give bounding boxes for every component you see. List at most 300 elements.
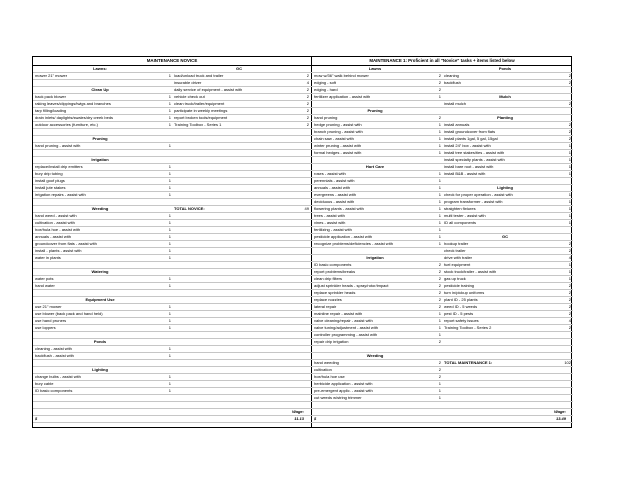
task-label: install jute stakes	[35, 185, 66, 190]
points-value: 2	[438, 304, 441, 309]
table-row	[311, 94, 573, 101]
task-label: branch pruning - assist with	[314, 129, 363, 134]
task-label: report broken tools/equipment	[174, 115, 228, 120]
points-value: 1	[168, 220, 171, 225]
task-label: Training Toolbox - Series 2	[444, 325, 492, 330]
task-label: fuel equipment	[444, 262, 471, 267]
points-value: 1	[568, 206, 571, 211]
section-header: Pruning	[367, 108, 383, 113]
table-row	[311, 276, 573, 283]
table-row	[311, 185, 573, 192]
task-label: insurable driver	[174, 80, 202, 85]
table-row	[311, 206, 573, 213]
table-row	[33, 80, 311, 87]
task-label: clean drip filters	[314, 276, 343, 281]
points-value: 1	[168, 143, 171, 148]
total-value: 49	[304, 206, 309, 211]
table-row	[33, 108, 311, 115]
table-row	[311, 248, 573, 255]
task-label: clean truck/trailer/equipment	[174, 101, 225, 106]
total-label: TOTAL MAINTENANCE 1:	[444, 360, 493, 365]
points-value: 1	[168, 185, 171, 190]
points-value: 2	[438, 80, 441, 85]
section-header: Pruning	[92, 136, 108, 141]
points-value: 1	[168, 101, 171, 106]
table-row	[33, 388, 311, 395]
points-value: 1	[168, 164, 171, 169]
section-header: GC	[236, 66, 242, 71]
table-row	[311, 346, 573, 353]
points-value: 1	[438, 150, 441, 155]
task-label: annuals - assist with	[35, 234, 72, 239]
points-value: 1	[438, 318, 441, 323]
task-label: hand weed - assist with	[35, 213, 77, 218]
table-row	[33, 94, 311, 101]
table-row	[311, 388, 573, 395]
points-value: 1	[168, 234, 171, 239]
sheet-header-row	[33, 57, 571, 66]
task-label: trees - assist with	[314, 213, 345, 218]
task-label: stock truck/trailer - assist with	[444, 269, 497, 274]
table-row	[33, 353, 311, 360]
task-label: daily service of equipment - assist with	[174, 87, 243, 92]
table-row	[311, 157, 573, 164]
task-label: water in plants	[35, 255, 61, 260]
task-label: plant ID - 25 plants	[444, 297, 478, 302]
points-value: 1	[438, 129, 441, 134]
table-row	[33, 248, 311, 255]
table-row	[33, 150, 311, 157]
task-label: water pots	[35, 276, 54, 281]
points-value: 1	[438, 94, 441, 99]
section-header: Mulch	[499, 94, 511, 99]
table-row	[33, 381, 311, 388]
section-header: Ponds	[498, 66, 512, 71]
table-row	[311, 311, 573, 318]
table-row	[311, 143, 573, 150]
table-row	[33, 206, 311, 213]
task-label: use hand pruners	[35, 318, 67, 323]
wage-label: Wage:	[292, 409, 304, 414]
points-value: 2	[306, 101, 309, 106]
points-value: 1	[568, 143, 571, 148]
task-label: Training Toolbox - Series 1	[174, 122, 222, 127]
task-label: use loppers	[35, 325, 56, 330]
task-label: ID all components	[444, 220, 477, 225]
section-header: GC	[502, 234, 508, 239]
section-header: Lawns	[368, 66, 382, 71]
table-row	[311, 178, 573, 185]
table-row	[311, 416, 573, 423]
points-value: 2	[568, 241, 571, 246]
task-label: formal hedges - assist with	[314, 150, 362, 155]
table-row	[311, 66, 573, 73]
table-row	[33, 283, 311, 290]
table-row	[33, 192, 311, 199]
table-row	[33, 213, 311, 220]
points-value: 2	[438, 360, 441, 365]
section-header: Lighting	[92, 367, 108, 372]
task-label: cut weeds w/string trimmer	[314, 395, 362, 400]
table-row	[311, 360, 573, 367]
points-value: 1	[438, 311, 441, 316]
table-row	[33, 171, 311, 178]
task-label: install annuals	[444, 122, 470, 127]
table-row	[33, 136, 311, 143]
points-value: 1	[438, 178, 441, 183]
table-row	[33, 409, 311, 416]
points-value: 1	[438, 122, 441, 127]
task-label: groundcover from flats - assist with	[35, 241, 97, 246]
task-label: cleaning	[444, 73, 459, 78]
task-label: adjust sprinkler heads - spray/rotor/impact	[314, 283, 389, 288]
section-header: Lawns:	[93, 66, 107, 71]
task-label: annuals - assist with	[314, 185, 351, 190]
points-value: 2	[306, 115, 309, 120]
table-row	[33, 73, 311, 80]
task-label: hand pruning - assist with	[35, 143, 81, 148]
points-value: 1	[168, 241, 171, 246]
table-row	[33, 241, 311, 248]
task-label: hedge pruning - assist with	[314, 122, 362, 127]
points-value: 2	[438, 87, 441, 92]
task-label: drive with trailer	[444, 255, 473, 260]
points-value: 1	[168, 213, 171, 218]
table-row	[311, 339, 573, 346]
left-section-title: MAINTENANCE NOVICE	[146, 58, 198, 63]
table-row	[33, 339, 311, 346]
task-label: load/unload truck and trailer	[174, 73, 224, 78]
task-label: hand weeding	[314, 360, 339, 365]
table-row	[33, 318, 311, 325]
table-row	[33, 332, 311, 339]
points-value: 2	[568, 290, 571, 295]
table-row	[311, 381, 573, 388]
task-label: ID basic components	[35, 388, 73, 393]
task-label: hand pruning	[314, 115, 338, 120]
table-row	[311, 241, 573, 248]
points-value: 2	[568, 136, 571, 141]
table-row	[33, 157, 311, 164]
task-label: ID basic components	[314, 262, 352, 267]
task-label: mow w/36" walk behind mower	[314, 73, 369, 78]
table-row	[311, 304, 573, 311]
table-row	[33, 304, 311, 311]
task-label: cultivation - assist with	[35, 220, 75, 225]
points-value: 1	[438, 206, 441, 211]
section-header: Irrigation	[91, 157, 109, 162]
task-label: backflush	[444, 80, 461, 85]
points-value: 1	[568, 213, 571, 218]
points-value: 1	[168, 227, 171, 232]
points-value: 4	[568, 318, 571, 323]
task-label: flowering plants - assist with	[314, 206, 364, 211]
task-label: winter pruning - assist with	[314, 143, 362, 148]
points-value: 1	[168, 255, 171, 260]
task-label: deciduous - assist with	[314, 199, 355, 204]
table-row	[33, 367, 311, 374]
task-label: mower 21" mower	[35, 73, 68, 78]
section-header: Equipment Use	[85, 297, 115, 302]
task-label: install bare root - assist with	[444, 164, 494, 169]
table-row	[33, 395, 311, 402]
table-row	[311, 255, 573, 262]
task-label: use 21" mower	[35, 304, 62, 309]
table-row	[311, 269, 573, 276]
points-value: 1	[438, 185, 441, 190]
task-label: repair drip irrigation	[314, 339, 349, 344]
table-row	[33, 185, 311, 192]
task-label: replace sprinkler heads	[314, 290, 356, 295]
task-label: install - plants - assist with	[35, 248, 82, 253]
section-header: Planting	[497, 115, 513, 120]
task-label: program transformer - assist with	[444, 199, 503, 204]
wage-value: 13.49	[555, 416, 566, 421]
points-value: 2	[438, 115, 441, 120]
section-header: Ponds	[93, 339, 107, 344]
wage-label: Wage:	[554, 409, 566, 414]
task-label: hookup trailer	[444, 241, 469, 246]
task-label: participate in weekly meetings	[174, 108, 228, 113]
table-row	[33, 297, 311, 304]
table-row	[311, 115, 573, 122]
points-value: 1	[438, 220, 441, 225]
table-row	[33, 290, 311, 297]
table-row	[311, 87, 573, 94]
task-label: install groundcover from flats	[444, 129, 496, 134]
points-value: 1	[438, 171, 441, 176]
points-value: 2	[568, 248, 571, 253]
table-row	[311, 290, 573, 297]
table-row	[311, 409, 573, 416]
points-value: 1	[168, 276, 171, 281]
table-row	[311, 213, 573, 220]
points-value: 2	[306, 122, 309, 127]
task-label: mainline repair - assist with	[314, 311, 363, 316]
task-label: bury drip tubing	[35, 171, 63, 176]
points-value: 1	[568, 157, 571, 162]
spreadsheet	[32, 56, 572, 428]
section-header: Weeding	[91, 206, 109, 211]
table-row	[33, 143, 311, 150]
task-label: install goof plugs	[35, 178, 65, 183]
task-label: check for proper operation - assist with	[444, 192, 513, 197]
table-row	[311, 164, 573, 171]
points-value: 2	[306, 87, 309, 92]
table-row	[311, 122, 573, 129]
task-label: tarp filling/loading	[35, 108, 67, 113]
task-label: hand water	[35, 283, 55, 288]
task-label: hoe/hula hoe - assist with	[35, 227, 81, 232]
points-value: 2	[438, 73, 441, 78]
points-value: 1	[438, 234, 441, 239]
points-value: 1	[438, 136, 441, 141]
task-label: report problems/breaks	[314, 269, 356, 274]
task-label: multi tester - assist with	[444, 213, 486, 218]
points-value: 1	[168, 192, 171, 197]
table-row	[311, 101, 573, 108]
table-row	[311, 395, 573, 402]
task-label: valve tuning/adjustment - assist with	[314, 325, 379, 330]
points-value: 1	[168, 311, 171, 316]
table-row	[311, 73, 573, 80]
task-label: install B&B - assist with	[444, 171, 486, 176]
task-label: replace nozzles	[314, 297, 342, 302]
task-label: replace/install drip emitters	[35, 164, 83, 169]
points-value: 1	[168, 381, 171, 386]
table-row	[311, 318, 573, 325]
points-value: 2	[438, 262, 441, 267]
table-row	[33, 416, 311, 423]
task-label: install mulch	[444, 101, 467, 106]
task-label: pest ID - 5 pests	[444, 311, 474, 316]
task-label: $	[35, 416, 38, 421]
points-value: 1	[438, 388, 441, 393]
points-value: 1	[568, 199, 571, 204]
table-row	[33, 122, 311, 129]
task-label: install tree stakes/ties - assist with	[444, 150, 505, 155]
points-value: 1	[568, 220, 571, 225]
points-value: 2	[438, 276, 441, 281]
task-label: $	[314, 416, 317, 421]
table-row	[311, 227, 573, 234]
task-label: install plants 1gal, 5 gal, 15gal	[444, 136, 498, 141]
points-value: 1	[168, 115, 171, 120]
table-row	[33, 360, 311, 367]
table-row	[33, 325, 311, 332]
section-header: Watering	[91, 269, 109, 274]
task-label: gas up truck	[444, 276, 466, 281]
table-row	[311, 136, 573, 143]
table-row	[33, 234, 311, 241]
points-value: 1	[438, 227, 441, 232]
points-value: 2	[568, 297, 571, 302]
table-row	[33, 262, 311, 269]
task-label: pre-emergent applic. - assist with	[314, 388, 373, 393]
task-label: use blower (back pack and hand held)	[35, 311, 103, 316]
task-label: weed ID - 5 weeds	[444, 304, 478, 309]
table-row	[33, 402, 311, 409]
wage-value: 11.13	[294, 416, 304, 421]
points-value: 2	[306, 94, 309, 99]
table-row	[311, 129, 573, 136]
points-value: 2	[568, 283, 571, 288]
points-value: 1	[168, 304, 171, 309]
task-label: install 24" box - assist with	[444, 143, 491, 148]
points-value: 1	[438, 395, 441, 400]
task-label: bury cable	[35, 381, 54, 386]
task-label: report safety issues	[444, 318, 479, 323]
table-row	[311, 80, 573, 87]
table-row	[33, 269, 311, 276]
points-value: 1	[168, 94, 171, 99]
table-row	[33, 129, 311, 136]
task-label: raking leaves/clippings/twigs and branches	[35, 101, 111, 106]
points-value: 2	[568, 129, 571, 134]
table-row	[311, 262, 573, 269]
points-value: 2	[568, 311, 571, 316]
task-label: pesticide application - assist with	[314, 234, 373, 239]
points-value: 1	[438, 332, 441, 337]
task-label: hoe/hula hoe use	[314, 374, 345, 379]
points-value: 1	[168, 283, 171, 288]
section-header: Weeding	[366, 353, 384, 358]
points-value: 2	[438, 367, 441, 372]
points-value: 2	[568, 73, 571, 78]
task-label: lateral repair	[314, 304, 337, 309]
points-value: 1	[438, 199, 441, 204]
points-value: 1	[168, 353, 171, 358]
points-value: 1	[168, 346, 171, 351]
points-value: 2	[306, 108, 309, 113]
task-label: irrigation repairs - assist with	[35, 192, 86, 197]
task-label: chain saw - assist with	[314, 136, 354, 141]
points-value: 1	[168, 122, 171, 127]
task-label: controller programming - assist with	[314, 332, 378, 337]
section-header: Lighting	[497, 185, 513, 190]
points-value: 1	[168, 388, 171, 393]
table-row	[311, 220, 573, 227]
points-value: 1	[168, 178, 171, 183]
table-row	[311, 150, 573, 157]
table-row	[33, 220, 311, 227]
points-value: 2	[568, 101, 571, 106]
task-label: valve cleaning/repair - assist with	[314, 318, 373, 323]
table-row	[311, 171, 573, 178]
task-label: roses - assist with	[314, 171, 346, 176]
table-row	[33, 66, 311, 73]
table-row	[33, 199, 311, 206]
points-value: 2	[438, 269, 441, 274]
table-row	[311, 199, 573, 206]
task-label: fertilizing - assist with	[314, 227, 352, 232]
points-value: 1	[168, 374, 171, 379]
points-value: 1	[168, 73, 171, 78]
table-row	[311, 283, 573, 290]
task-label: outdoor accessories (furniture, etc.)	[35, 122, 98, 127]
task-label: vehicle check out	[174, 94, 205, 99]
table-row	[33, 311, 311, 318]
section-header: Clean Up	[91, 87, 109, 92]
task-label: vines - assist with	[314, 220, 346, 225]
table-row	[311, 234, 573, 241]
task-label: change bulbs - assist with	[35, 374, 81, 379]
points-value: 2	[438, 339, 441, 344]
task-label: recognize problems/deficiencies - assist with	[314, 241, 393, 246]
points-value: 2	[568, 325, 571, 330]
points-value: 1	[568, 171, 571, 176]
points-value: 1	[168, 248, 171, 253]
points-value: 1	[438, 241, 441, 246]
table-row	[33, 164, 311, 171]
table-row	[33, 115, 311, 122]
points-value: 4	[568, 255, 571, 260]
total-value: 102	[564, 360, 571, 365]
table-row	[33, 87, 311, 94]
points-value: 1	[438, 143, 441, 148]
points-value: 1	[568, 150, 571, 155]
task-label: herbicide application - assist with	[314, 381, 373, 386]
table-row	[311, 402, 573, 409]
points-value: 1	[568, 269, 571, 274]
points-value: 2	[568, 80, 571, 85]
table-row	[311, 325, 573, 332]
table-row	[311, 297, 573, 304]
task-label: cultivation	[314, 367, 332, 372]
points-value: 1	[438, 381, 441, 386]
task-label: turn in/pickup uniforms	[444, 290, 485, 295]
points-value: 1	[168, 108, 171, 113]
